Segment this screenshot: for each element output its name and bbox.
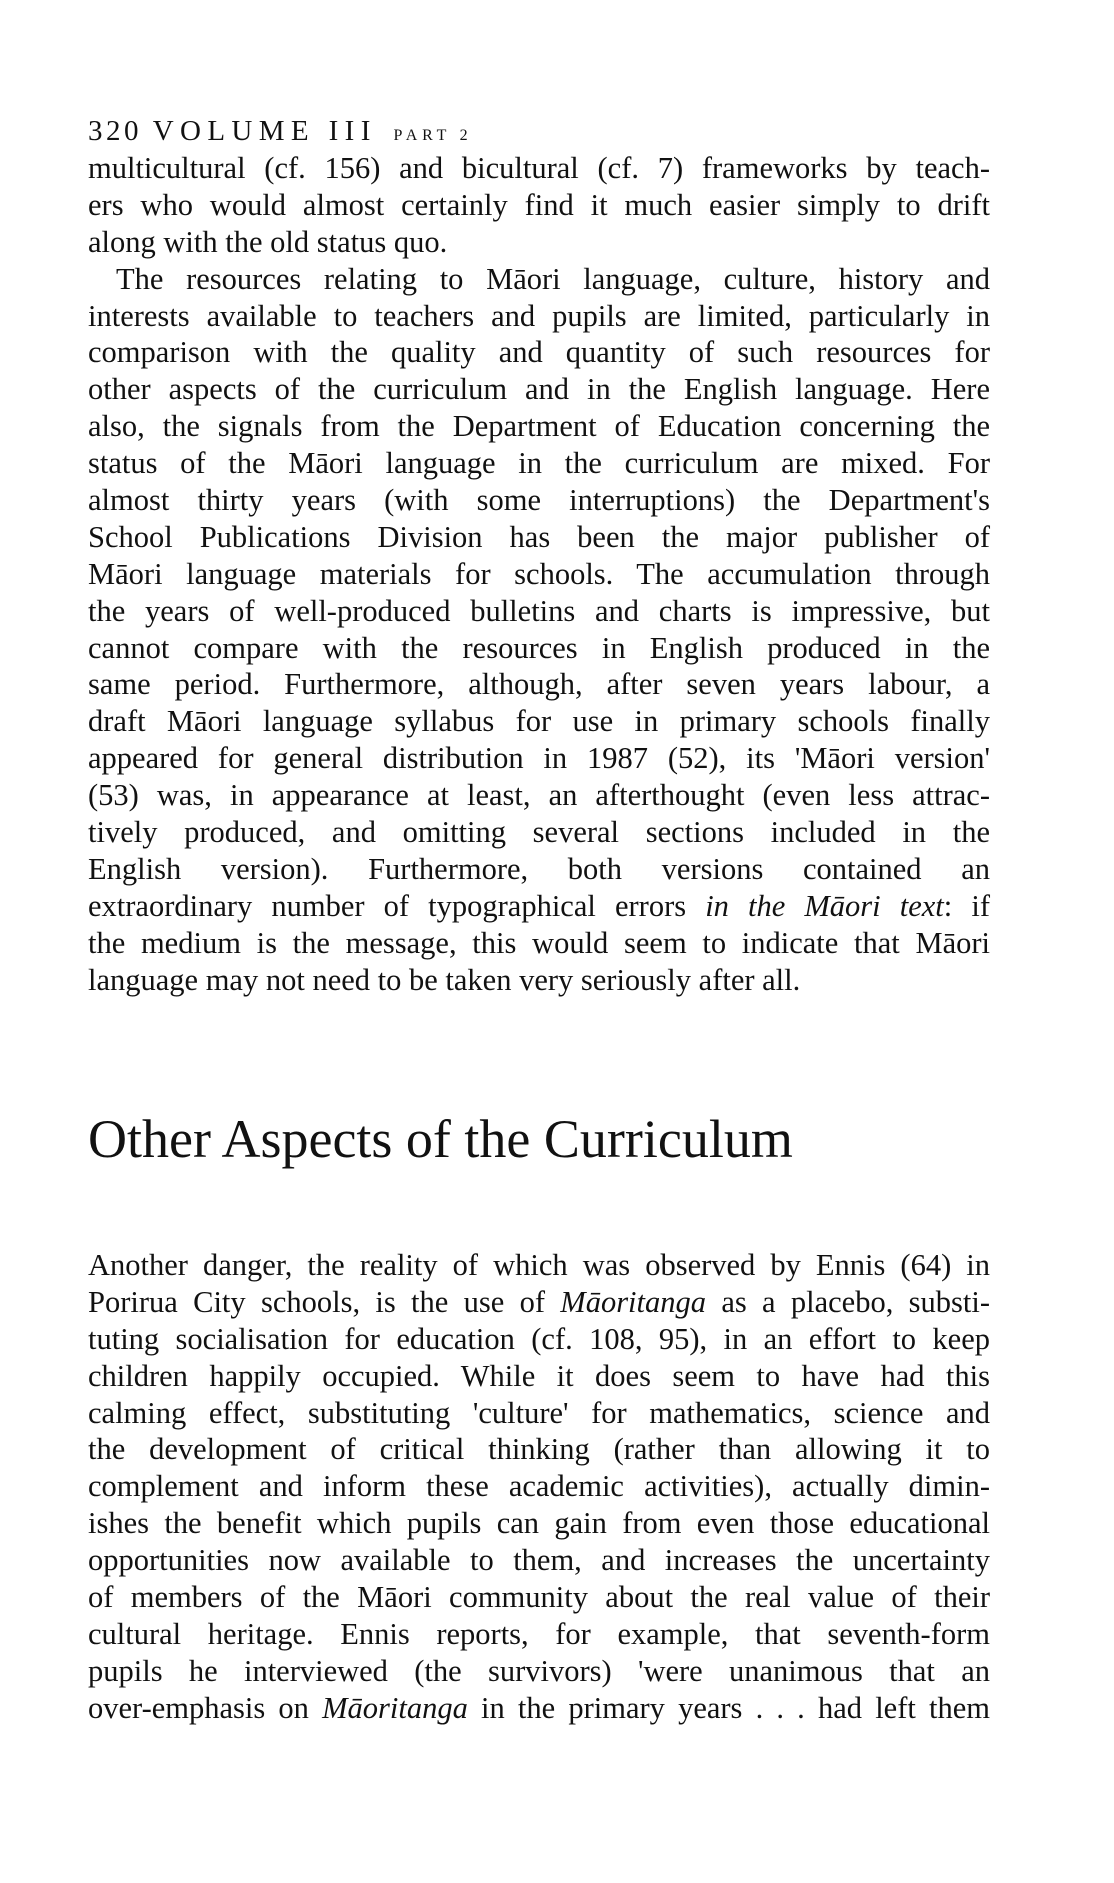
text-line: opportunities now available to them, and increases the uncertainty: [88, 1543, 990, 1578]
section-heading: Other Aspects of the Curriculum: [88, 1109, 793, 1169]
text-line: appeared for general distribution in 1987 (52), its 'Māori version': [88, 741, 990, 776]
text-line: [88, 1690, 990, 1727]
text-line: (53) was, in appearance at least, an afterthought (even less attrac-: [88, 778, 990, 813]
text-line: complement and inform these academic activities), actually dimin-: [88, 1469, 990, 1504]
text-line: School Publications Division has been the major publisher of: [88, 519, 990, 554]
text-line: status of the Māori language in the curriculum are mixed. For: [88, 446, 990, 481]
italic-term: Māoritanga: [560, 1284, 707, 1319]
text-line: The resources relating to Māori language, culture, history and: [116, 261, 990, 296]
text-line: ers who would almost certainly find it much easier simply to drift: [88, 187, 990, 222]
text-line: tuting socialisation for education (cf. 108, 95), in an effort to keep: [88, 1321, 990, 1356]
text-line: tively produced, and omitting several sections included in the: [88, 815, 990, 850]
text-run: in the primary years . . . had left them: [467, 1690, 990, 1725]
text-run: over-emphasis on: [88, 1690, 323, 1725]
text-line: the years of well-produced bulletins and charts is impressive, but: [88, 593, 990, 628]
text-line: interests available to teachers and pupils are limited, particularly in: [88, 298, 990, 333]
text-line: calming effect, substituting 'culture' for mathematics, science and: [88, 1395, 990, 1430]
text-line: Another danger, the reality of which was observed by Ennis (64) in: [88, 1248, 990, 1282]
running-head: [88, 117, 472, 146]
text-line: [88, 1284, 990, 1321]
text-line: children happily occupied. While it does seem to have had this: [88, 1358, 990, 1393]
volume-label: VOLUME III: [152, 115, 377, 147]
text-line: other aspects of the curriculum and in the English language. Here: [88, 372, 990, 407]
page-number: 320: [88, 115, 142, 147]
text-line: same period. Furthermore, although, after seven years labour, a: [88, 667, 990, 702]
part-label: PART 2: [393, 127, 473, 144]
text-line: also, the signals from the Department of Education concerning the: [88, 409, 990, 444]
text-run: as a placebo, substi-: [706, 1284, 990, 1319]
text-line: Māori language materials for schools. The accumulation through: [88, 556, 990, 591]
text-line: English version). Furthermore, both versions contained an: [88, 851, 990, 886]
text-line: along with the old status quo.: [88, 224, 448, 259]
text-run: : if: [943, 888, 990, 923]
text-line: multicultural (cf. 156) and bicultural (cf. 7) frameworks by teach-: [88, 151, 990, 185]
text-line: of members of the Māori community about the real value of their: [88, 1580, 990, 1615]
text-line: cultural heritage. Ennis reports, for example, that seventh-form: [88, 1616, 990, 1651]
paragraph-continuation: [88, 150, 990, 261]
text-line: language may not need to be taken very seriously after all.: [88, 962, 801, 997]
text-run: extraordinary number of typographical errors: [88, 888, 706, 923]
paragraph-resources: [88, 261, 990, 999]
text-line: the development of critical thinking (rather than allowing it to: [88, 1432, 990, 1467]
text-line: [88, 888, 990, 925]
text-line: the medium is the message, this would seem to indicate that Māori: [88, 925, 990, 960]
text-line: ishes the benefit which pupils can gain from even those educational: [88, 1506, 990, 1541]
text-line: draft Māori language syllabus for use in primary schools finally: [88, 704, 990, 739]
italic-term: Māoritanga: [322, 1690, 468, 1725]
text-line: pupils he interviewed (the survivors) 'were unanimous that an: [88, 1653, 990, 1688]
italic-phrase: in the Māori text: [705, 888, 944, 923]
text-line: cannot compare with the resources in English produced in the: [88, 630, 990, 665]
text-line: almost thirty years (with some interruptions) the Department's: [88, 483, 990, 518]
text-run: Porirua City schools, is the use of: [88, 1284, 561, 1319]
paragraph-other-aspects: [88, 1247, 990, 1727]
book-page: [88, 0, 990, 1883]
text-line: comparison with the quality and quantity of such resources for: [88, 335, 990, 370]
